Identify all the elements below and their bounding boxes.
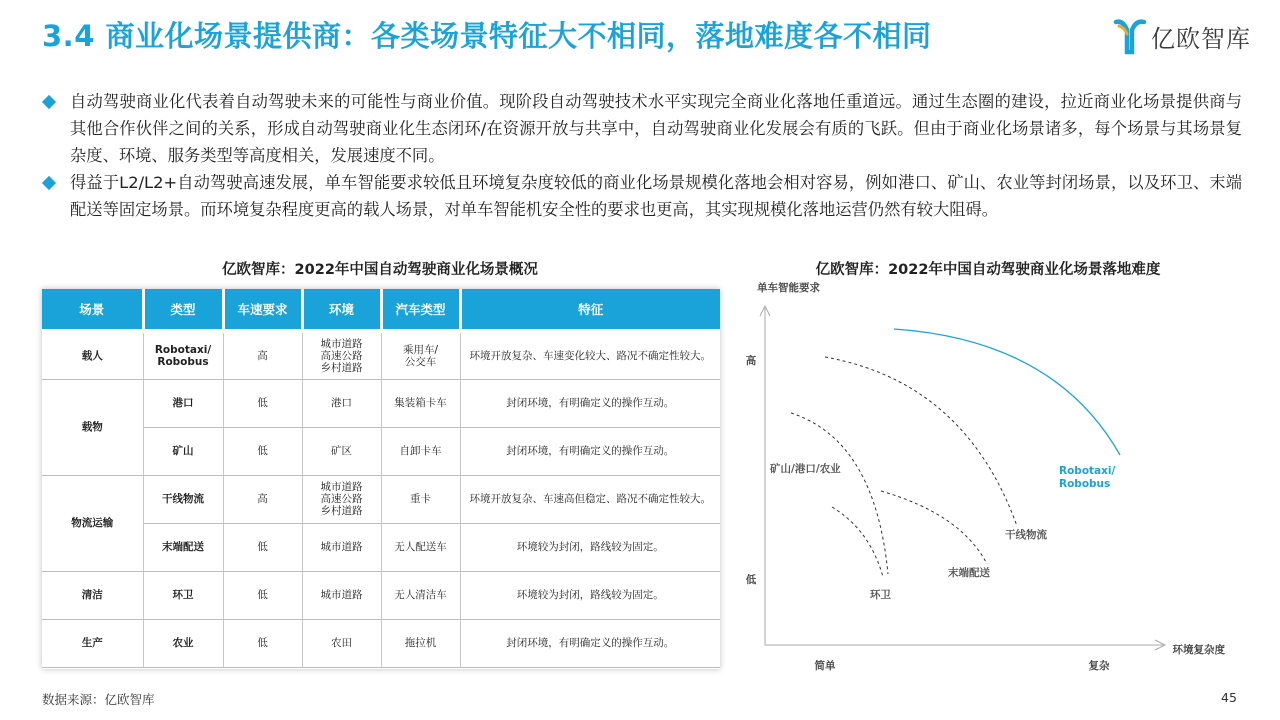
table-row — [42, 379, 720, 427]
scene-table-container — [42, 289, 720, 669]
type-cell: Robotaxi/ Robobus — [143, 331, 223, 379]
environment-cell: 农田 — [302, 619, 381, 667]
vehicle-cell: 集装箱卡车 — [381, 379, 460, 427]
chart-title: 亿欧智库：2022年中国自动驾驶商业化场景落地难度 — [815, 262, 1161, 278]
table-row — [42, 571, 720, 619]
logo-text: 亿欧智库 — [1151, 24, 1251, 53]
feature-cell: 环境开放复杂、车速高但稳定、路况不确定性较大。 — [460, 475, 720, 523]
feature-cell: 环境开放复杂、车速变化较大、路况不确定性较大。 — [460, 331, 720, 379]
environment-cell: 城市道路 — [302, 571, 381, 619]
curve-robotaxi — [894, 329, 1120, 455]
vehicle-cell: 拖拉机 — [381, 619, 460, 667]
type-cell: 矿山 — [143, 427, 223, 475]
speed-cell: 低 — [223, 619, 302, 667]
speed-cell: 低 — [223, 571, 302, 619]
label-last-mile: 末端配送 — [948, 567, 990, 579]
vehicle-cell: 重卡 — [381, 475, 460, 523]
x-simple-label: 简单 — [814, 660, 836, 672]
vehicle-cell: 无人配送车 — [381, 523, 460, 571]
type-cell: 环卫 — [143, 571, 223, 619]
table-row — [42, 619, 720, 667]
column-header: 类型 — [143, 289, 223, 331]
bullet-list — [42, 88, 1242, 223]
speed-cell: 高 — [223, 331, 302, 379]
page-number: 45 — [1221, 690, 1237, 705]
bullet-text: 得益于L2/L2+自动驾驶高速发展，单车智能要求较低且环境复杂度较低的商业化场景规模化落地会相对容易，例如港口、矿山、农业等封闭场景，以及环卫、末端配送等固定场景。而环境复杂程度更高的载人场景，对单车智能机安全性的要求也更高，其实现规模化落地运营仍然有较大阻碍。 — [70, 173, 1242, 219]
x-complex-label: 复杂 — [1088, 660, 1110, 672]
feature-cell: 封闭环境，有明确定义的操作互动。 — [460, 619, 720, 667]
type-cell: 农业 — [143, 619, 223, 667]
table-row — [42, 523, 720, 571]
speed-cell: 低 — [223, 379, 302, 427]
curve-closed-scenes — [791, 413, 888, 574]
table-title: 亿欧智库：2022年中国自动驾驶商业化场景概况 — [222, 262, 538, 278]
environment-cell: 城市道路 高速公路 乡村道路 — [302, 475, 381, 523]
brand-logo — [1113, 16, 1251, 56]
speed-cell: 低 — [223, 523, 302, 571]
type-cell: 港口 — [143, 379, 223, 427]
table-header-row — [42, 289, 720, 331]
curve-trunk-logistics — [825, 357, 1017, 526]
label-trunk-logistics: 干线物流 — [1005, 529, 1047, 541]
column-header: 汽车类型 — [381, 289, 460, 331]
label-closed-scenes: 矿山/港口/农业 — [770, 463, 841, 475]
bullet-item — [42, 88, 1242, 169]
type-cell: 末端配送 — [143, 523, 223, 571]
logo-icon — [1113, 16, 1147, 56]
label-sanitation: 环卫 — [870, 589, 891, 601]
y-axis-label: 单车智能要求 — [757, 282, 820, 294]
table-body — [42, 331, 720, 667]
table-row — [42, 331, 720, 379]
environment-cell: 矿区 — [302, 427, 381, 475]
speed-cell: 高 — [223, 475, 302, 523]
scene-cell: 载物 — [42, 379, 143, 475]
column-header: 场景 — [42, 289, 143, 331]
scene-cell: 载人 — [42, 331, 143, 379]
page-title: 3.4 商业化场景提供商：各类场景特征大不相同，落地难度各不相同 — [42, 19, 932, 53]
scene-cell: 清洁 — [42, 571, 143, 619]
column-header: 车速要求 — [223, 289, 302, 331]
feature-cell: 环境较为封闭，路线较为固定。 — [460, 523, 720, 571]
environment-cell: 城市道路 — [302, 523, 381, 571]
table-row — [42, 427, 720, 475]
scene-cell: 生产 — [42, 619, 143, 667]
diamond-bullet-icon — [42, 176, 56, 190]
feature-cell: 环境较为封闭，路线较为固定。 — [460, 571, 720, 619]
curve-sanitation — [832, 507, 883, 577]
vehicle-cell: 自卸卡车 — [381, 427, 460, 475]
y-low-label: 低 — [745, 574, 757, 586]
data-source: 数据来源：亿欧智库 — [42, 692, 155, 707]
column-header: 环境 — [302, 289, 381, 331]
scene-table — [42, 289, 720, 668]
column-header: 特征 — [460, 289, 720, 331]
label-robotaxi: Robotaxi/ Robobus — [1059, 465, 1116, 490]
diamond-bullet-icon — [42, 95, 56, 109]
scene-cell: 物流运输 — [42, 475, 143, 571]
bullet-text: 自动驾驶商业化代表着自动驾驶未来的可能性与商业价值。现阶段自动驾驶技术水平实现完全商业化落地任重道远。通过生态圈的建设，拉近商业化场景提供商与其他合作伙伴之间的关系，形成自动驾驶商业化生态闭环/在资源开放与共享中，自动驾驶商业化发展会有质的飞跃。但由于商业化场景诸多，每个场景与其场景复杂度、环境、服务类型等高度相关，发展速度不同。 — [70, 92, 1242, 165]
environment-cell: 城市道路 高速公路 乡村道路 — [302, 331, 381, 379]
feature-cell: 封闭环境，有明确定义的操作互动。 — [460, 379, 720, 427]
x-axis-label: 环境复杂度 — [1172, 644, 1225, 656]
bullet-item — [42, 169, 1242, 223]
vehicle-cell: 无人清洁车 — [381, 571, 460, 619]
speed-cell: 低 — [223, 427, 302, 475]
type-cell: 干线物流 — [143, 475, 223, 523]
feature-cell: 封闭环境，有明确定义的操作互动。 — [460, 427, 720, 475]
curve-last-mile — [881, 491, 987, 564]
y-high-label: 高 — [745, 355, 757, 367]
difficulty-chart — [735, 280, 1245, 675]
environment-cell: 港口 — [302, 379, 381, 427]
table-row — [42, 475, 720, 523]
vehicle-cell: 乘用车/ 公交车 — [381, 331, 460, 379]
